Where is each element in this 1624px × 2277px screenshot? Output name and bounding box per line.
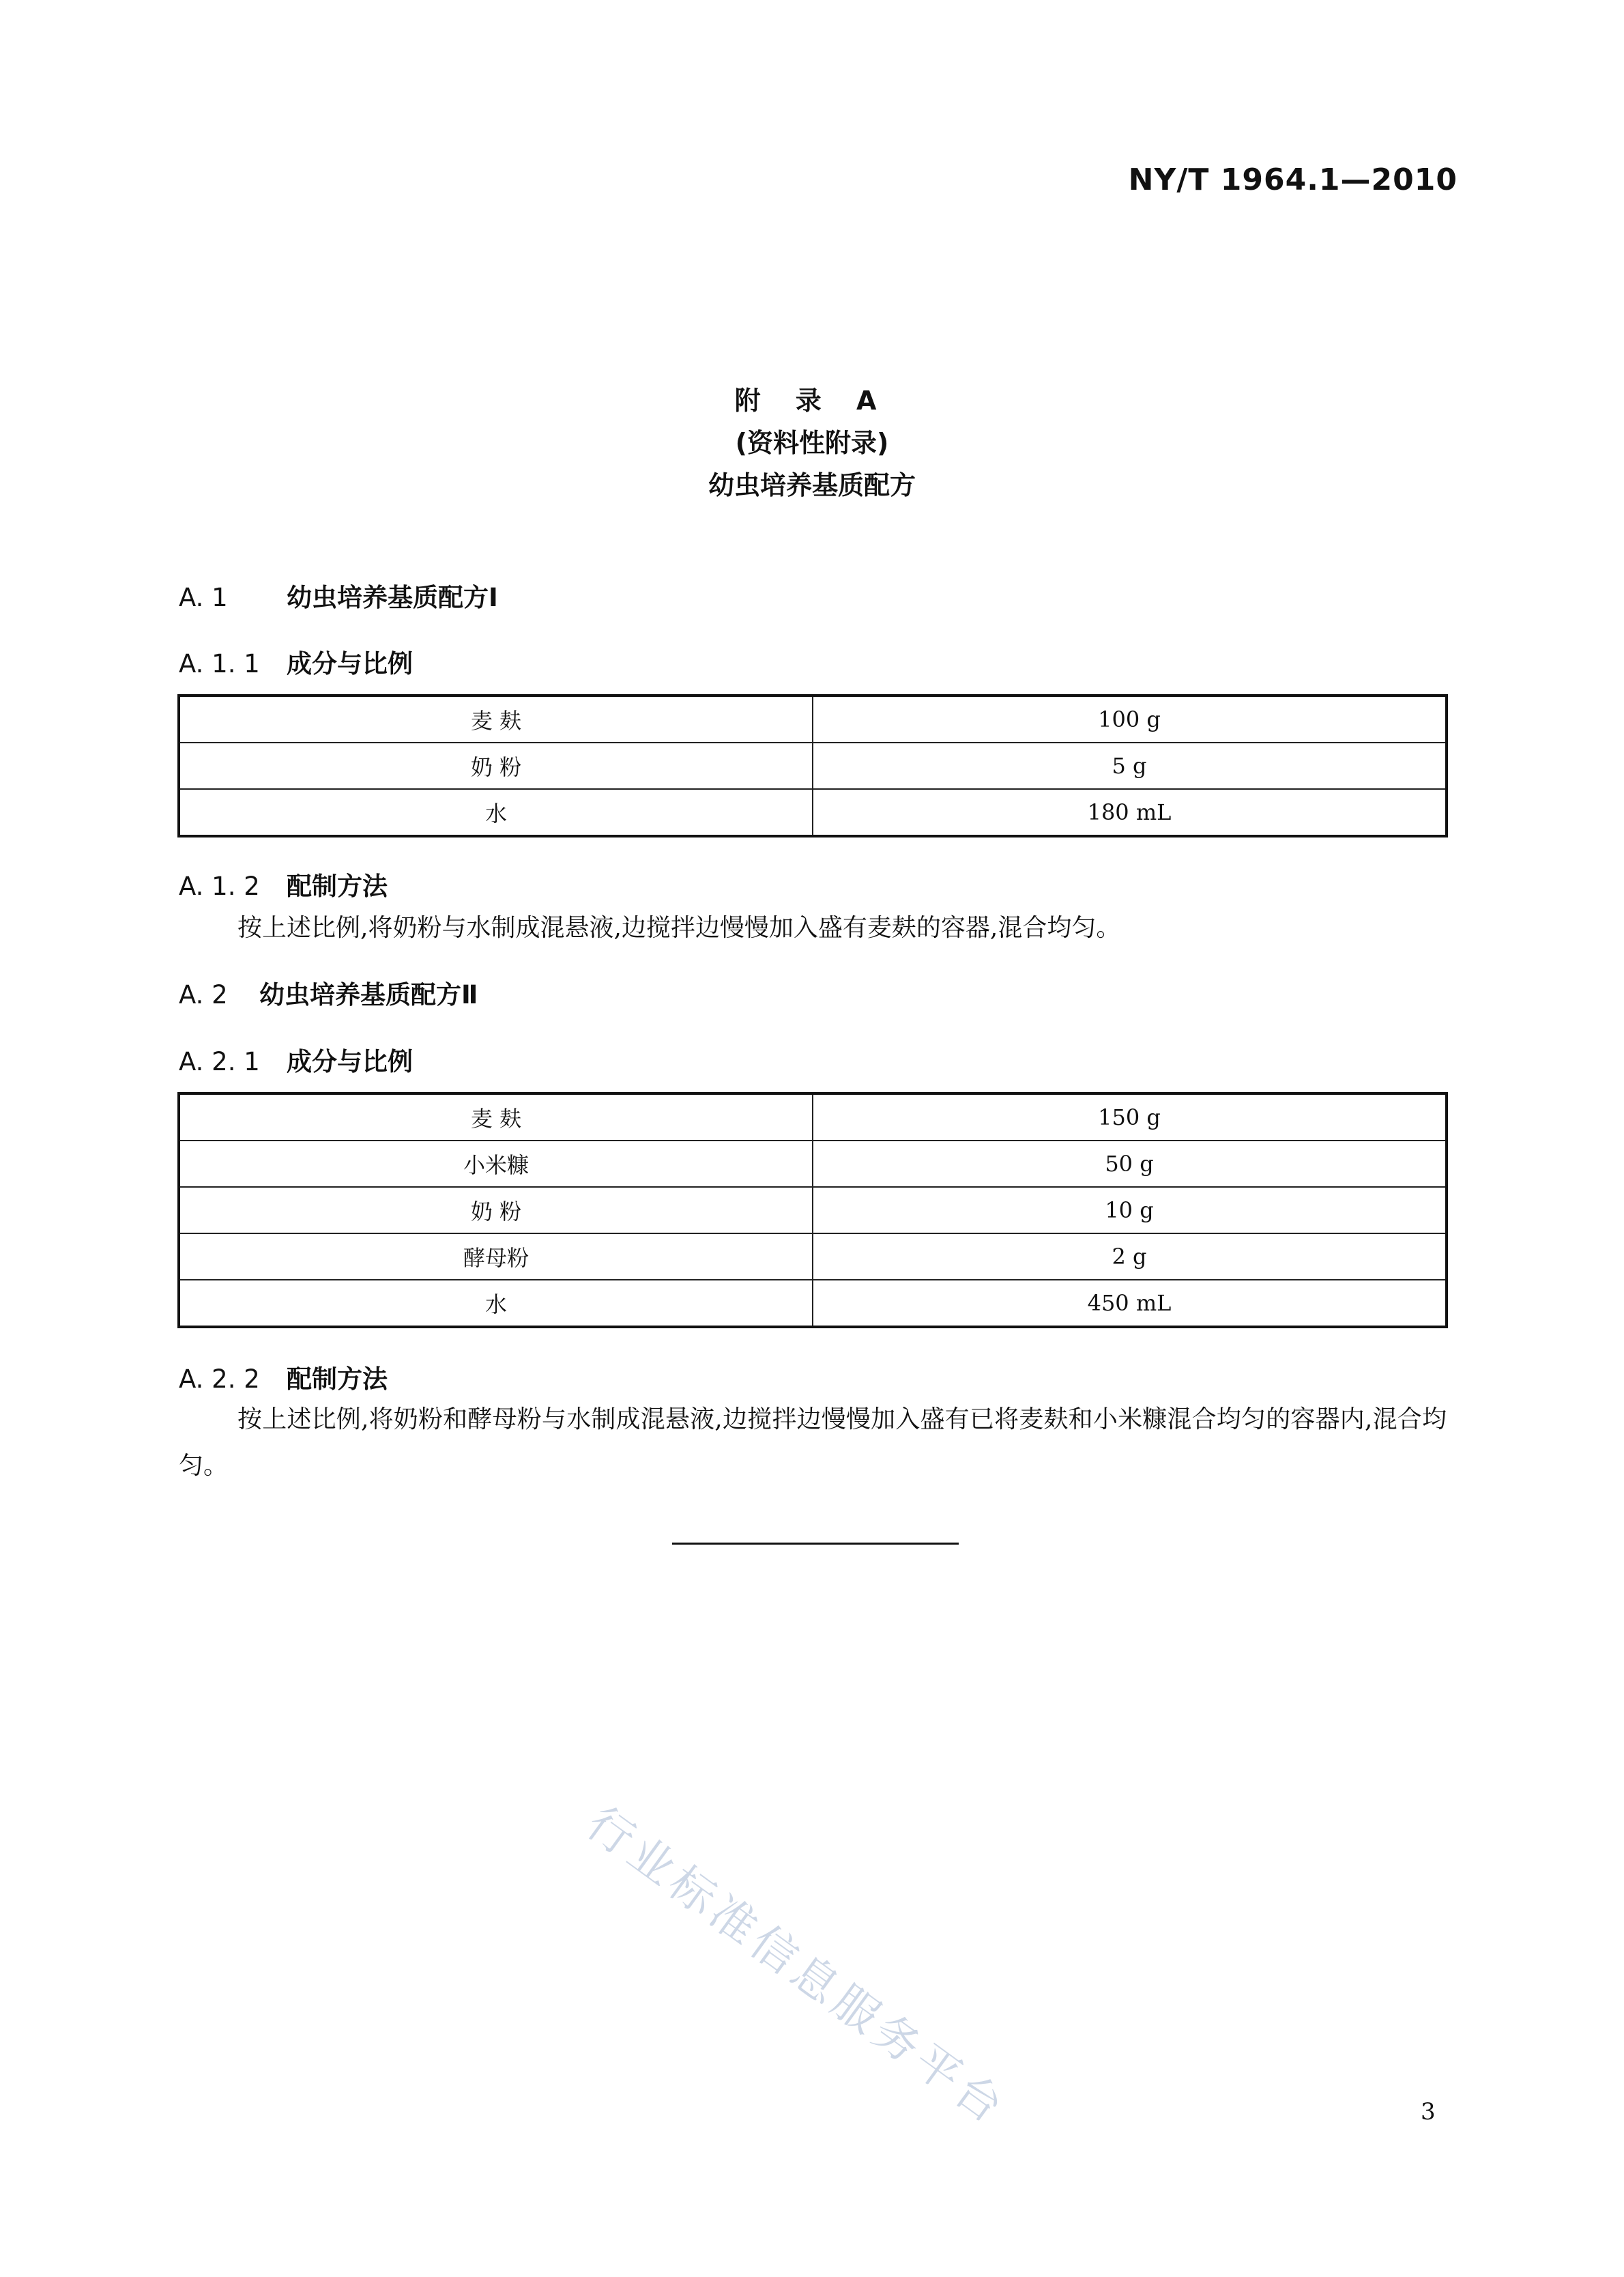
subsection-heading-a2-1 (179, 1041, 413, 1078)
subsection-heading-a1-1 (179, 643, 413, 680)
end-rule (672, 1543, 959, 1545)
section-number: A. 2 (179, 980, 228, 1009)
watermark: 行业标准信息服务平台 (577, 1796, 1017, 2136)
table-row (179, 1093, 1447, 1141)
subsection-heading-a2-2 (179, 1358, 388, 1395)
table-row (179, 1280, 1447, 1327)
section-number: A. 1 (179, 583, 228, 612)
table-row (179, 1141, 1447, 1187)
subsection-heading-a1-2 (179, 865, 388, 902)
table-row (179, 1187, 1447, 1233)
ingredient-name: 奶 粉 (179, 1187, 813, 1233)
subsection-number: A. 2. 1 (179, 1047, 260, 1076)
recipe-table-2 (177, 1092, 1448, 1328)
ingredient-amount: 10 g (813, 1187, 1447, 1233)
ingredient-name: 麦 麸 (179, 696, 813, 743)
ingredient-name: 酵母粉 (179, 1233, 813, 1280)
recipe-table-1 (177, 694, 1448, 837)
standard-number: NY/T 1964.1—2010 (1128, 162, 1458, 197)
ingredient-name: 水 (179, 789, 813, 836)
ingredient-amount: 2 g (813, 1233, 1447, 1280)
ingredient-amount: 180 mL (813, 789, 1447, 836)
section-heading-a2 (179, 974, 478, 1011)
preparation-text-1: 按上述比例,将奶粉与水制成混悬液,边搅拌边慢慢加入盛有麦麸的容器,混合均匀。 (237, 914, 1121, 942)
appendix-nature: (资料性附录) (735, 428, 889, 458)
ingredient-amount: 100 g (813, 696, 1447, 743)
table-row (179, 1233, 1447, 1280)
subsection-title: 成分与比例 (287, 649, 413, 678)
ingredient-amount: 450 mL (813, 1280, 1447, 1327)
subsection-title: 成分与比例 (287, 1047, 413, 1076)
ingredient-name: 水 (179, 1280, 813, 1327)
subsection-number: A. 1. 2 (179, 872, 260, 901)
subsection-number: A. 2. 2 (179, 1364, 260, 1394)
ingredient-name: 小米糠 (179, 1141, 813, 1187)
appendix-title: 附 录 A (734, 386, 890, 416)
subsection-number: A. 1. 1 (179, 649, 260, 678)
ingredient-name: 奶 粉 (179, 743, 813, 789)
appendix-title-block (0, 380, 1624, 506)
table-row (179, 789, 1447, 836)
ingredient-name: 麦 麸 (179, 1093, 813, 1141)
subsection-title: 配制方法 (287, 872, 388, 901)
table-row (179, 743, 1447, 789)
preparation-text-2: 按上述比例,将奶粉和酵母粉与水制成混悬液,边搅拌边慢慢加入盛有已将麦麸和小米糠混合均匀的容器内,混合均匀。 (179, 1405, 1447, 1480)
ingredient-amount: 150 g (813, 1093, 1447, 1141)
section-heading-a1 (179, 577, 498, 614)
ingredient-amount: 50 g (813, 1141, 1447, 1187)
appendix-subject: 幼虫培养基质配方 (708, 470, 916, 500)
page-number: 3 (1421, 2098, 1436, 2125)
table-row (179, 696, 1447, 743)
section-title: 幼虫培养基质配方Ⅰ (287, 583, 498, 612)
ingredient-amount: 5 g (813, 743, 1447, 789)
subsection-title: 配制方法 (287, 1364, 388, 1394)
section-title: 幼虫培养基质配方Ⅱ (259, 980, 478, 1009)
